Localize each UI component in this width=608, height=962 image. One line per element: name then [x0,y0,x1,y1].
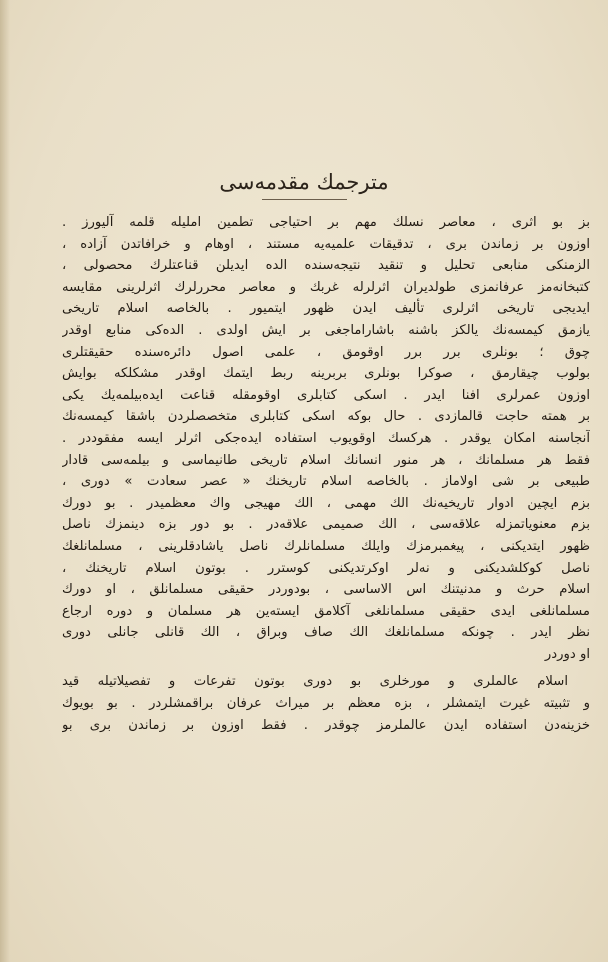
text-line: اوزون عمرلری افنا ایدر . اسکی کتابلری اوقومقله قناعت ایده‌بیلمه‌یك یکی [62,387,590,403]
text-line: مسلمانلغی ایدی حقیقی مسلمانلغی آکلامق ایسته‌ین هر مسلمان و دوره ارجاع [62,603,590,619]
text-line: خزینه‌دن استفاده ایدن عالملرمز چوقدر . فقط اوزون بر زماندن بری بو [62,717,590,733]
text-line: اوزون بر زماندن بری ، تدقیقات علمیه‌یه مستند ، اوهام و خرافاتدن آزاده ، [62,236,590,252]
text-line: آنجاسنه امکان یوقدر . هرکسك اوقویوب استفاده ایده‌جکی اثرلر ایسه مفقوددر . [62,430,590,446]
text-line: فقط هر مسلمانك ، هر منور انسانك اسلام تاریخی طانیماسی و بیلمه‌سی قادار [62,452,590,468]
text-line: او دوردر [544,646,590,662]
text-line: اسلام عالملری و مورخلری بو دوری بوتون تفرعات و تفصیلاتیله قید [62,674,568,690]
text-line: اسلام حرث و مدنیتنك اس الاساسی ، بودوردر حقیقی مسلمانلق ، او دورك [62,582,590,598]
text-line: بولوب چیقارمق ، صوکرا بونلری بربرینه ربط ایتمك اوقدر مشکلکه بوایش [62,366,590,382]
text-line: بزم معنویاتمزله علاقه‌سی ، الك صمیمی علاقه‌در . بو دور بزه دینمزك ناصل [62,517,590,533]
text-line: ظهور ایتدیکنی ، پیغمبرمزك وایلك مسلمانلرك ناصل یاشادقلرینی ، مسلمانلغك [62,538,590,554]
text-line: نظر ایدر . چونکه مسلمانلغك الك صاف وبراق ، الك قانلی جانلی دوری [62,625,590,641]
text-line: بر همته حاجت قالمازدی . حال بوکه اسکی کتابلری متخصصلردن باشقا کیمسه‌نك [62,409,590,425]
page-gutter-shadow [0,0,10,962]
text-line: یازمق کیمسه‌نك یالکز باشنه باشاراماجغی بر ایش اولدی . الده‌کی منابع اوقدر [62,322,590,338]
body-text [62,212,590,736]
text-line: بز بو اثری ، معاصر نسلك مهم بر احتیاجی تطمین املیله قلمه آلیورز . [62,215,590,230]
text-line: الزمنکی منابعی تحلیل و تنقید نتیجه‌سنده الده ایدیلن قناعتلرك محصولی ، [62,258,590,274]
text-line: و تثبیته غیرت ایتمشلر ، بزه معظم بر میراث عرفان براقمشلردر . بو بویوك [62,696,590,712]
title-underline [262,199,347,200]
text-line: طبیعی بر شی اولاماز . بالخاصه اسلام تاریخنك « عصر سعادت » دوری ، [62,474,590,490]
text-line: بزم ایچین ادوار تاریخیه‌نك الك مهمی ، الك مهیجی واك معظمیدر . بو دورك [62,495,590,511]
text-line: ایدیجی تاریخی اثرلری تألیف ایدن ظهور ایتمیور . بالخاصه اسلام تاریخی [62,301,590,317]
text-line: چوق ؛ بونلری برر برر اوقومق ، علمی اصول دائره‌سنده حقیقتلری [62,344,590,360]
page-title: مترجمك مقدمه‌سی [219,170,389,194]
text-line: ناصل کوکلشدیکنی و نه‌لر اوکرتدیکنی کوسترر . بوتون اسلام تاریخنك ، [62,560,590,576]
paragraph [62,212,590,665]
paragraph [62,671,590,736]
text-line: کتبخانه‌مز عرفانمزی طولدیران اثرلرله غربك و معاصر محررلرك اثرلرینی مقایسه [62,279,590,295]
